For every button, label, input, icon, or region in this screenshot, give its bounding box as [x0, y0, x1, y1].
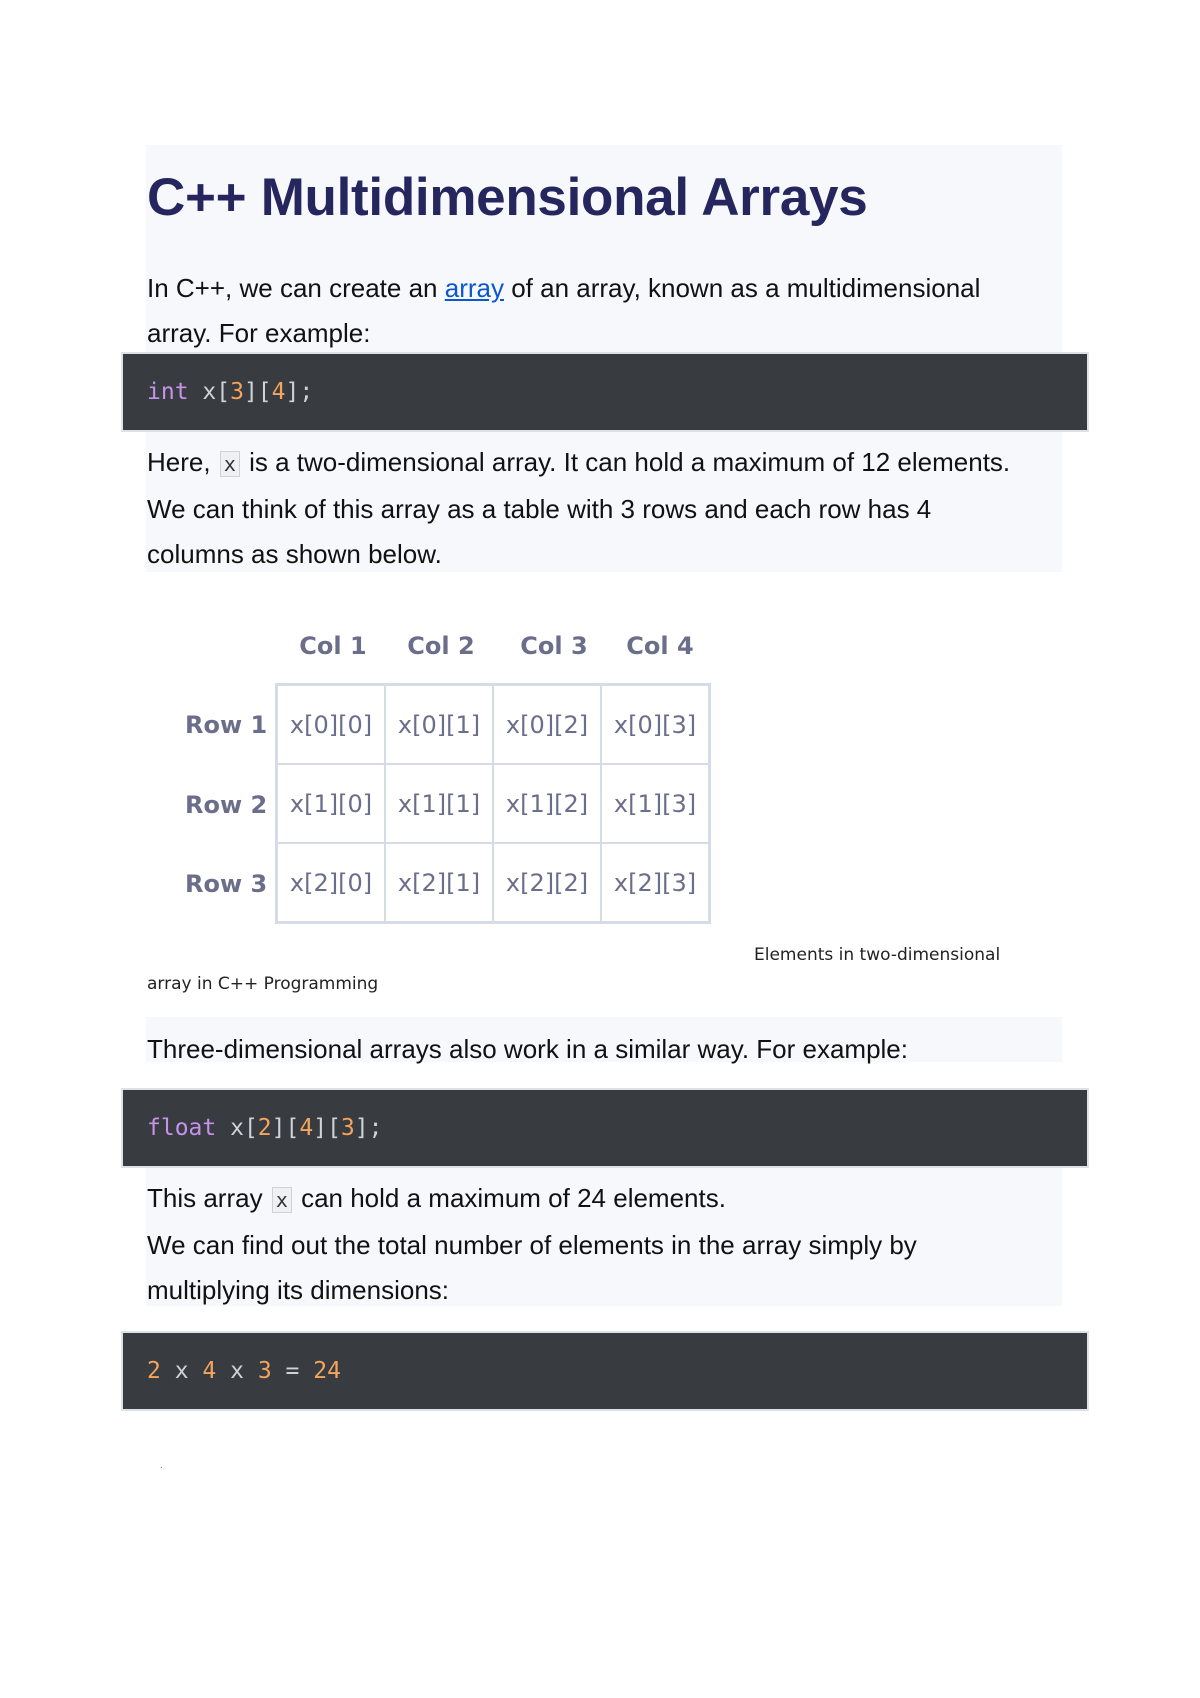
code-keyword-int: int [147, 379, 189, 405]
para2-paragraph [147, 440, 1010, 577]
para2-text-pre: Here, [147, 447, 218, 477]
row-header: Row 1 [185, 711, 268, 739]
para2-line-3: columns as shown below. [147, 539, 442, 569]
para4-text-pre: This array [147, 1183, 270, 1213]
code-result: 24 [313, 1358, 341, 1384]
inline-code-x: x [220, 451, 240, 477]
para2-line-1 [147, 440, 1010, 487]
para4-line-3: multiplying its dimensions: [147, 1275, 450, 1305]
code-block-calculation [121, 1331, 1089, 1411]
col-header: Col 1 [299, 632, 367, 660]
code-var: x[ [188, 379, 231, 405]
grid-cell: x[1][3] [601, 764, 709, 843]
grid-cell: x[0][3] [601, 685, 709, 764]
code-op: x [160, 1358, 203, 1384]
figure-caption-line-2: array in C++ Programming [147, 974, 379, 994]
intro-text-before-link: In C++, we can create an [147, 273, 445, 303]
intro-paragraph [147, 266, 980, 356]
col-header: Col 3 [520, 632, 588, 660]
code-end: ]; [285, 379, 314, 405]
grid-cell: x[1][0] [277, 764, 385, 843]
code-block-2d [121, 352, 1089, 432]
inline-code-x: x [272, 1187, 292, 1213]
row-header: Row 2 [185, 791, 268, 819]
grid-cell: x[0][2] [493, 685, 601, 764]
grid-cell: x[0][1] [385, 685, 493, 764]
grid-cell: x[2][2] [493, 843, 601, 922]
para4-line-1 [147, 1176, 917, 1223]
code-end: ]; [354, 1115, 383, 1141]
code-dim-1: 3 [230, 379, 244, 405]
figure-caption-line-1: Elements in two-dimensional [754, 945, 1001, 965]
code-num-4: 4 [202, 1358, 217, 1384]
code-keyword-float: float [147, 1115, 217, 1141]
grid-cell: x[1][2] [493, 764, 601, 843]
col-header: Col 2 [407, 632, 475, 660]
code-dim-3: 3 [340, 1115, 355, 1141]
code-equals: = [271, 1358, 314, 1384]
stray-mark: . [160, 1460, 163, 1471]
code-num-2: 2 [147, 1358, 161, 1384]
grid-cell: x[2][0] [277, 843, 385, 922]
code-bracket: ][ [271, 1115, 300, 1141]
code-var: x[ [216, 1115, 258, 1141]
para3-paragraph: Three-dimensional arrays also work in a similar way. For example: [147, 1034, 908, 1064]
grid-cell: x[0][0] [277, 685, 385, 764]
grid-cell: x[2][3] [601, 843, 709, 922]
intro-text-after-link: of an array, known as a multidimensional [503, 273, 981, 303]
array-link[interactable]: array [444, 273, 504, 303]
code-bracket: ][ [243, 379, 272, 405]
code-num-3: 3 [257, 1358, 272, 1384]
col-header: Col 4 [626, 632, 694, 660]
para4-paragraph [147, 1176, 917, 1313]
para4-text-post: can hold a maximum of 24 elements. [293, 1183, 726, 1213]
grid-cell: x[1][1] [385, 764, 493, 843]
para4-line-2: We can find out the total number of elements in the array simply by [147, 1230, 917, 1260]
para2-line-2: We can think of this array as a table with 3 rows and each row has 4 [147, 494, 932, 524]
para2-text-post: is a two-dimensional array. It can hold a maximum of 12 elements. [241, 447, 1011, 477]
code-dim-2: 4 [299, 1115, 314, 1141]
grid-cell: x[2][1] [385, 843, 493, 922]
intro-line-1 [147, 266, 980, 311]
code-bracket: ][ [313, 1115, 341, 1141]
code-block-3d [121, 1088, 1089, 1168]
page-title: C++ Multidimensional Arrays [147, 168, 868, 227]
code-dim-1: 2 [257, 1115, 272, 1141]
row-header: Row 3 [185, 870, 268, 898]
array-grid [275, 683, 711, 924]
code-dim-2: 4 [271, 379, 286, 405]
intro-line-2: array. For example: [147, 318, 371, 348]
code-op: x [216, 1358, 258, 1384]
